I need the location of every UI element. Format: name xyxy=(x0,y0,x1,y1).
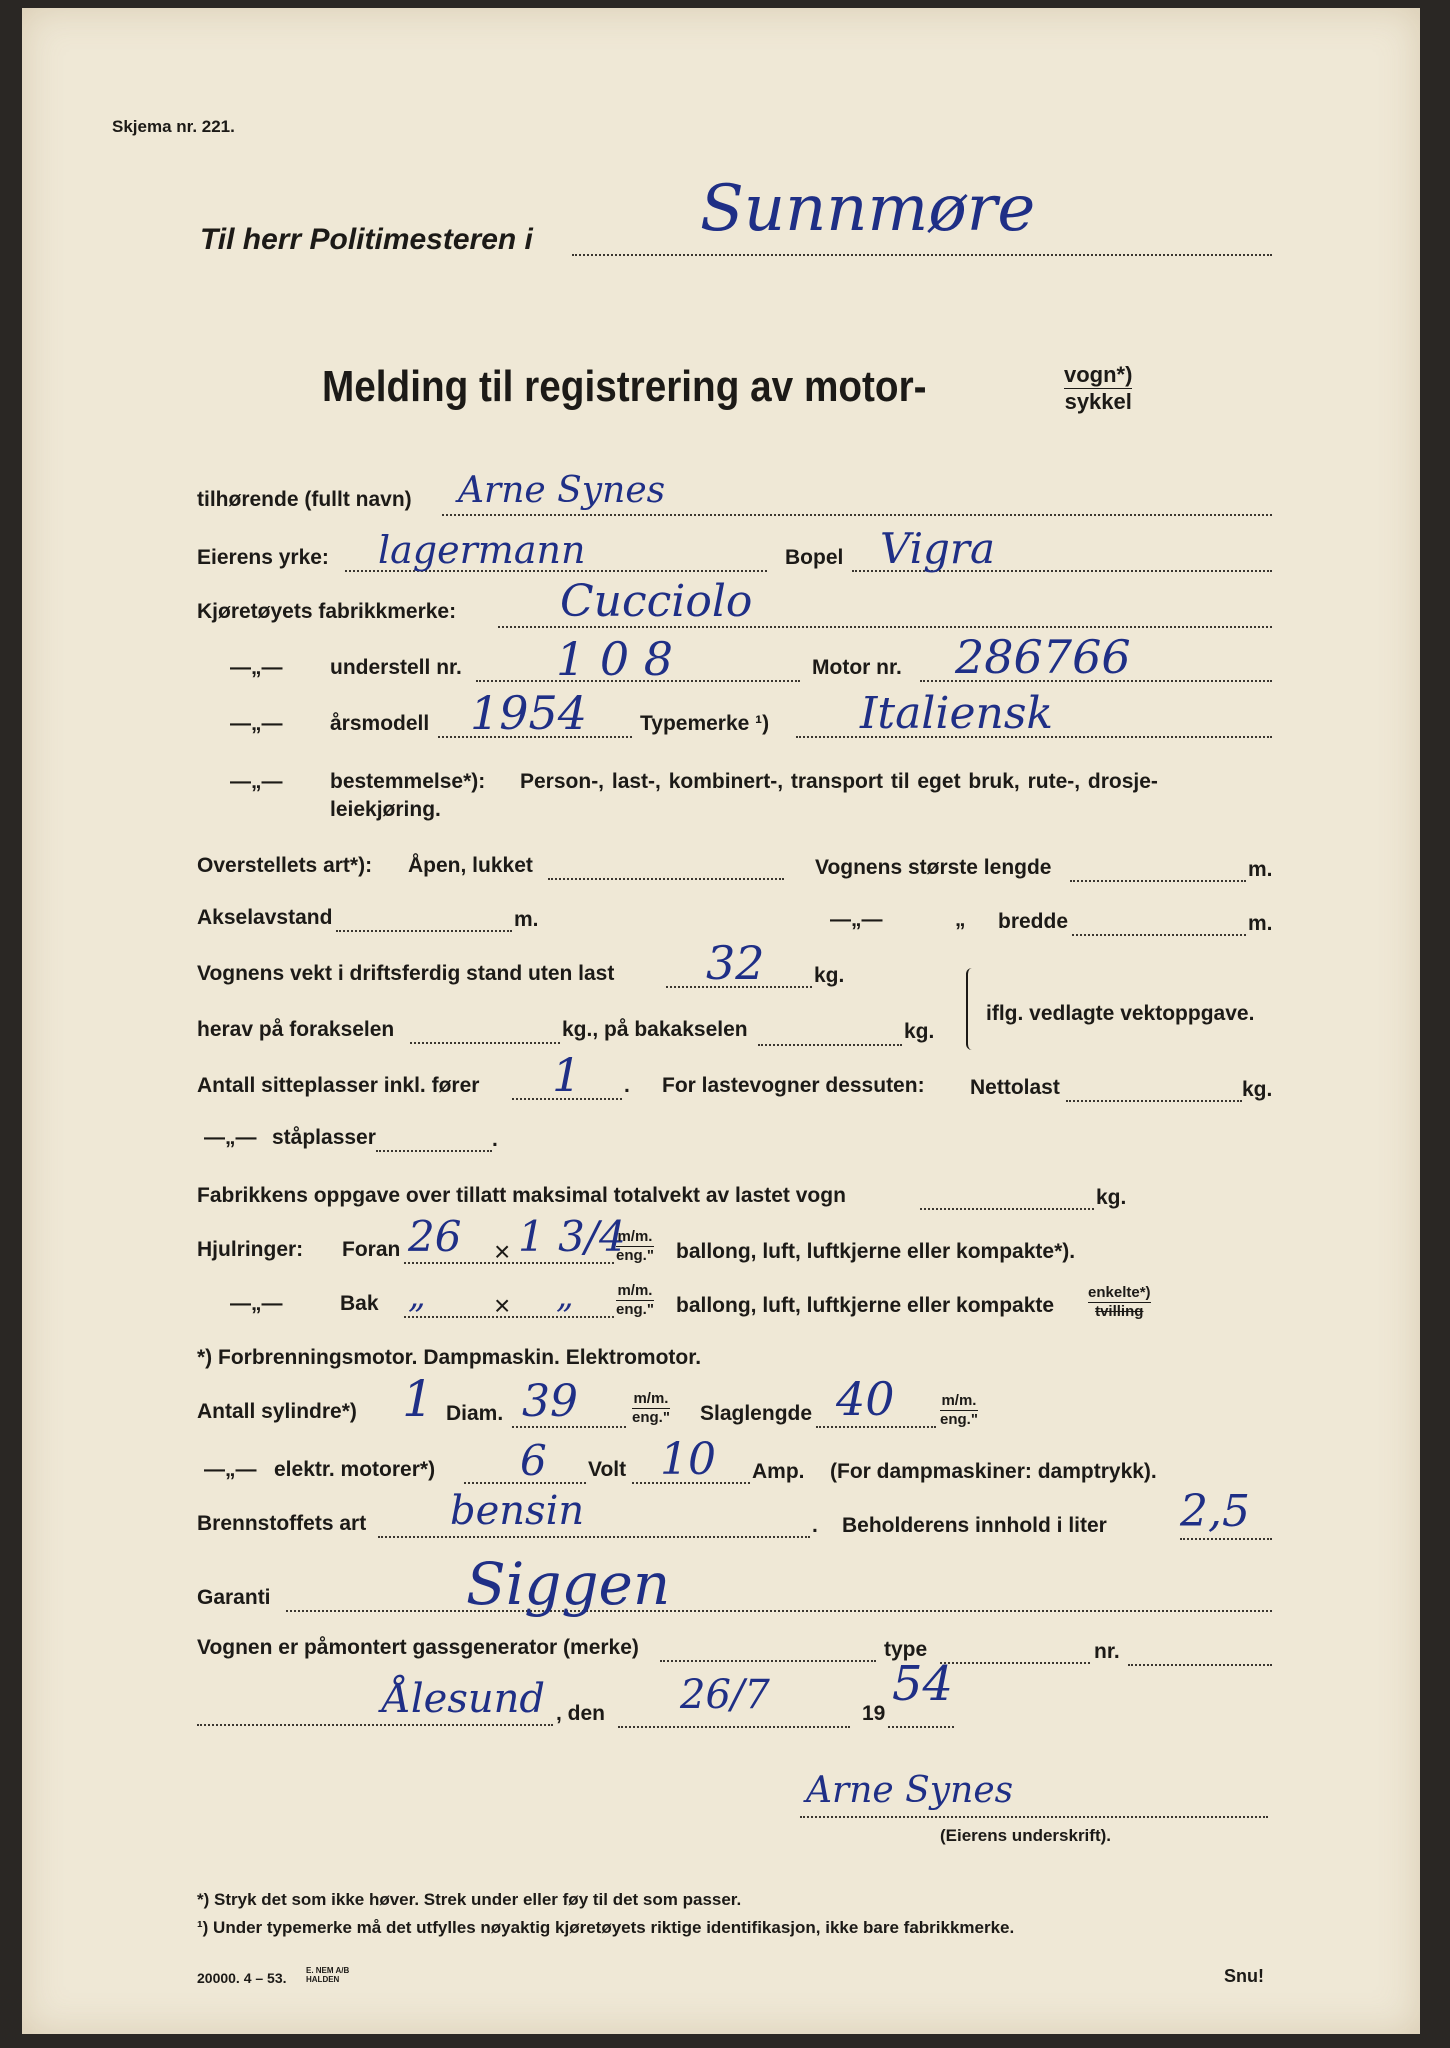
stroke-value: 40 xyxy=(836,1372,895,1426)
trucks-label: For lastevogner dessuten: xyxy=(662,1074,925,1097)
max-weight-line xyxy=(920,1208,1094,1210)
addressee-line xyxy=(572,254,1272,256)
rear-axle-unit: kg. xyxy=(904,1020,935,1043)
diam-label: Diam. xyxy=(446,1402,504,1425)
rear-axle-label: kg., på bakakselen xyxy=(562,1018,748,1041)
wheelbase-line xyxy=(336,930,512,932)
wheelbase-unit: m. xyxy=(514,908,539,931)
volt-value: 6 xyxy=(520,1436,547,1485)
weight-value: 32 xyxy=(706,936,765,990)
printer-info: 20000. 4 – 53. xyxy=(197,1970,287,1986)
owner-label: tilhørende (fullt navn) xyxy=(197,488,412,511)
purpose-label: bestemmelse*): xyxy=(330,770,486,793)
year-prefix: 19 xyxy=(862,1702,886,1725)
ditto-1: —„— xyxy=(230,656,283,679)
max-length-unit: m. xyxy=(1248,858,1273,881)
width-label: bredde xyxy=(998,910,1069,933)
weight-unit: kg. xyxy=(814,964,845,987)
signature-caption: (Eierens underskrift). xyxy=(940,1826,1111,1845)
seats-label: Antall sitteplasser inkl. fører xyxy=(197,1074,480,1097)
guarantee-line xyxy=(286,1610,1272,1612)
signature-value: Arne Synes xyxy=(806,1770,1014,1811)
make-value: Cucciolo xyxy=(560,576,753,627)
chassis-label: understell nr. xyxy=(330,656,462,679)
front-label: Foran xyxy=(342,1238,401,1261)
diam-unit-mm: m/m. xyxy=(633,1390,669,1407)
single-label: enkelte*) xyxy=(1088,1284,1151,1301)
stroke-line xyxy=(816,1426,936,1428)
rear-tyre-a: „ xyxy=(408,1276,426,1316)
make-label: Kjøretøyets fabrikkmerke: xyxy=(197,600,457,623)
wheelbase-label: Akselavstand xyxy=(197,906,333,929)
body-line xyxy=(548,878,784,880)
guarantee-value: Siggen xyxy=(466,1550,671,1618)
ditto-5: —„— xyxy=(204,1126,257,1149)
weight-label: Vognens vekt i driftsferdig stand uten last xyxy=(197,962,615,985)
net-load-label: Nettolast xyxy=(970,1076,1060,1099)
stroke-unit xyxy=(940,1392,978,1429)
nr-label: nr. xyxy=(1094,1640,1120,1663)
district-value: Sunnmøre xyxy=(700,172,1036,246)
rear-times: × xyxy=(494,1290,511,1321)
year-line xyxy=(888,1726,954,1728)
tank-label: Beholderens innhold i liter xyxy=(842,1514,1107,1537)
motor-label: Motor nr. xyxy=(812,656,902,679)
volt-label: Volt xyxy=(588,1458,627,1481)
standing-label: ståplasser xyxy=(272,1126,376,1149)
cylinders-label: Antall sylindre*) xyxy=(197,1400,357,1423)
purpose-options-2: leiekjøring. xyxy=(330,798,441,821)
turn-over: Snu! xyxy=(1224,1966,1264,1986)
single-twin xyxy=(1088,1284,1151,1321)
rear-unit xyxy=(616,1282,654,1319)
steam-label: (For dampmaskiner: damptrykk). xyxy=(830,1460,1157,1483)
date-line xyxy=(618,1726,850,1728)
form-title: Melding til registrering av motor- xyxy=(322,362,927,411)
fuel-line xyxy=(378,1536,810,1538)
footnote-1: *) Stryk det som ikke høver. Strek under eller føy til det som passer. xyxy=(197,1890,742,1909)
front-axle-label: herav på forakselen xyxy=(197,1018,395,1041)
title-top: vogn*) xyxy=(1064,362,1133,387)
stroke-unit-eng: eng." xyxy=(940,1411,978,1428)
tank-value: 2,5 xyxy=(1180,1486,1250,1537)
electric-label: elektr. motorer*) xyxy=(274,1458,436,1481)
date-value: 26/7 xyxy=(680,1672,770,1718)
fuel-value: bensin xyxy=(450,1488,585,1534)
nr-line xyxy=(1128,1664,1272,1666)
year-value: 54 xyxy=(892,1656,954,1712)
place-line xyxy=(197,1724,553,1726)
rear-unit-mm: m/m. xyxy=(617,1282,653,1299)
ditto-4: —„— xyxy=(830,908,883,931)
ditto-3: —„— xyxy=(230,770,283,793)
owner-value: Arne Synes xyxy=(458,470,666,511)
residence-value: Vigra xyxy=(880,524,996,573)
gas-gen-line xyxy=(660,1660,876,1662)
motor-value: 286766 xyxy=(955,630,1131,684)
title-fraction xyxy=(1064,362,1132,415)
rear-axle-line xyxy=(758,1044,902,1046)
width-unit: m. xyxy=(1248,912,1273,935)
model-year-label: årsmodell xyxy=(330,712,430,735)
occupation-label: Eierens yrke: xyxy=(197,546,329,569)
rear-unit-eng: eng." xyxy=(616,1301,654,1318)
stroke-label: Slaglengde xyxy=(700,1402,813,1425)
ditto-7: —„— xyxy=(204,1458,257,1481)
rear-tyre-b: „ xyxy=(556,1276,574,1316)
weight-note: iflg. vedlagte vektoppgave. xyxy=(986,1002,1255,1025)
model-year-value: 1954 xyxy=(470,686,588,740)
front-unit xyxy=(616,1228,654,1265)
purpose-options: Person-, last-, kombinert-, transport til eget bruk, rute-, drosje- xyxy=(520,770,1158,793)
front-unit-eng: eng." xyxy=(616,1247,654,1264)
fuel-label: Brennstoffets art xyxy=(197,1512,367,1535)
net-load-line xyxy=(1066,1100,1242,1102)
front-tyre-b: 1 3/4 xyxy=(518,1212,626,1261)
den-label: , den xyxy=(556,1702,606,1725)
seats-value: 1 xyxy=(552,1048,582,1102)
form-number: Skjema nr. 221. xyxy=(112,117,235,136)
front-tyre-a: 26 xyxy=(408,1212,462,1261)
max-weight-unit: kg. xyxy=(1096,1186,1127,1209)
seats-period: . xyxy=(624,1074,630,1097)
max-weight-label: Fabrikkens oppgave over tillatt maksimal totalvekt av lastet vogn xyxy=(197,1184,846,1207)
standing-period: . xyxy=(492,1128,498,1151)
weight-brace xyxy=(966,968,978,1050)
width-prefix: „ xyxy=(955,908,966,931)
signature-line xyxy=(800,1816,1268,1818)
amp-label: Amp. xyxy=(752,1460,805,1483)
type-label: type xyxy=(884,1638,928,1661)
title-bottom: sykkel xyxy=(1064,389,1132,414)
body-label: Overstellets art*): xyxy=(197,854,373,877)
diam-unit xyxy=(632,1390,670,1427)
front-times: × xyxy=(494,1236,511,1267)
max-length-label: Vognens største lengde xyxy=(815,856,1052,879)
diam-value: 39 xyxy=(522,1376,578,1427)
twin-label: tvilling xyxy=(1088,1302,1151,1321)
engine-types: *) Forbrenningsmotor. Dampmaskin. Elektromotor. xyxy=(197,1346,702,1369)
net-load-unit: kg. xyxy=(1242,1078,1273,1101)
type-line xyxy=(940,1662,1090,1664)
rear-tyre-options: ballong, luft, luftkjerne eller kompakte xyxy=(676,1294,1055,1317)
body-options: Åpen, lukket xyxy=(408,854,533,877)
ditto-6: —„— xyxy=(230,1292,283,1315)
ditto-2: —„— xyxy=(230,712,283,735)
place-value: Ålesund xyxy=(382,1676,546,1722)
standing-line xyxy=(376,1150,492,1152)
amp-value: 10 xyxy=(660,1434,716,1485)
front-tyre-options: ballong, luft, luftkjerne eller kompakte*). xyxy=(676,1240,1076,1263)
gas-gen-label: Vognen er påmontert gassgenerator (merke) xyxy=(197,1636,639,1659)
type-mark-value: Italiensk xyxy=(860,688,1054,739)
footnote-2: ¹) Under typemerke må det utfylles nøyaktig kjøretøyets riktige identifikasjon, ikke bare fabrikkmerke. xyxy=(197,1918,1015,1937)
front-axle-line xyxy=(410,1042,560,1044)
printer-small: E. NEM A/B HALDEN xyxy=(306,1966,350,1984)
fuel-period: . xyxy=(812,1514,818,1537)
max-length-line xyxy=(1070,880,1246,882)
stroke-unit-mm: m/m. xyxy=(941,1392,977,1409)
cylinders-value: 1 xyxy=(402,1370,434,1428)
tyres-label: Hjulringer: xyxy=(197,1238,304,1261)
type-mark-label: Typemerke ¹) xyxy=(640,712,770,735)
occupation-value: lagermann xyxy=(378,528,586,572)
addressee-label: Til herr Politimesteren i xyxy=(200,223,533,256)
residence-label: Bopel xyxy=(785,546,844,569)
tank-line xyxy=(1180,1538,1272,1540)
chassis-value: 1 0 8 xyxy=(556,632,674,686)
width-line xyxy=(1072,934,1246,936)
front-unit-mm: m/m. xyxy=(617,1228,653,1245)
owner-line xyxy=(442,514,1272,516)
diam-unit-eng: eng." xyxy=(632,1409,670,1426)
guarantee-label: Garanti xyxy=(197,1586,271,1609)
rear-label: Bak xyxy=(340,1292,379,1315)
